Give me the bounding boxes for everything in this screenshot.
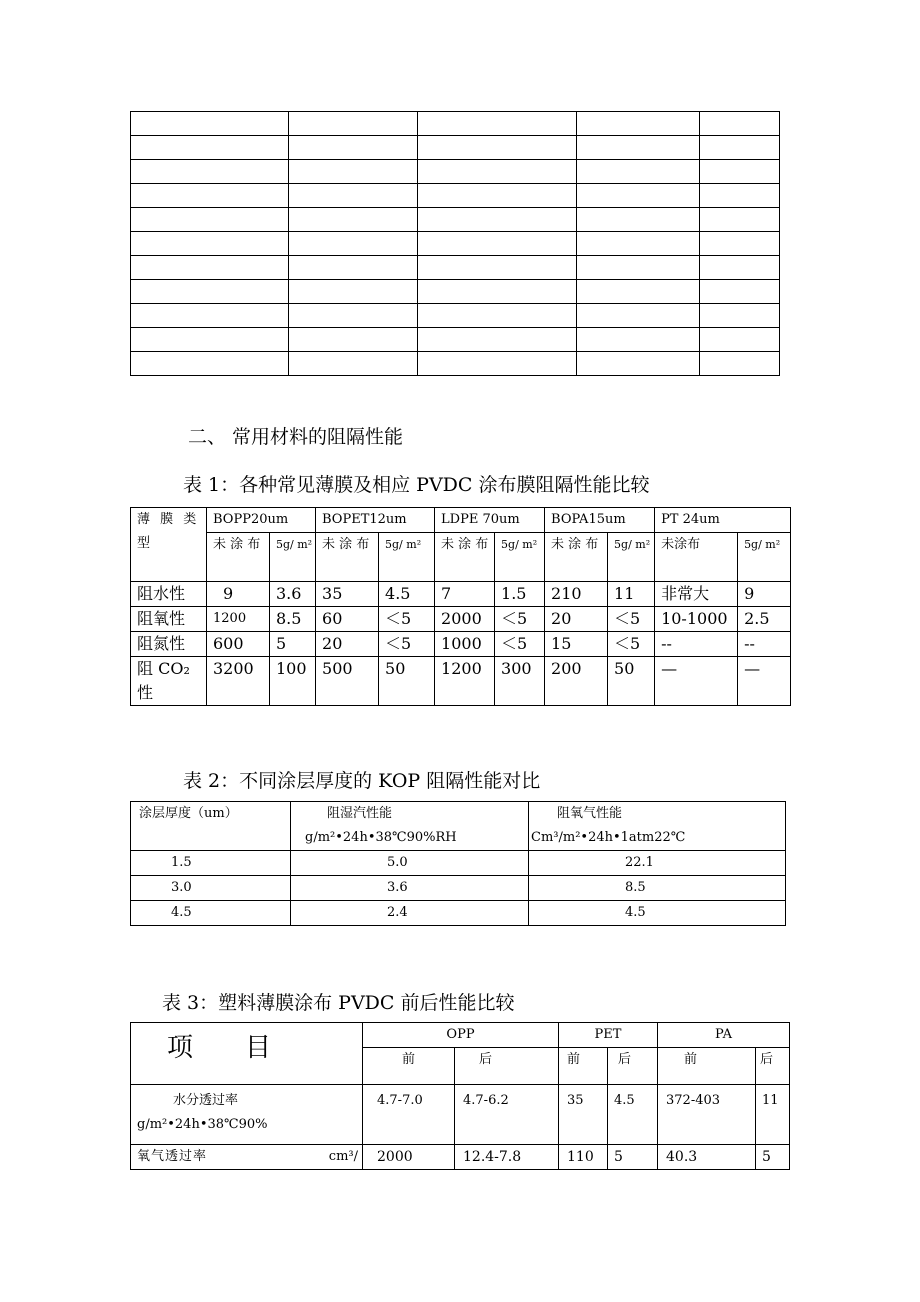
table1-cell: ＜5	[608, 632, 655, 657]
empty-grid-cell	[418, 280, 577, 304]
empty-grid-cell	[700, 280, 780, 304]
empty-grid-cell	[700, 256, 780, 280]
table3-cell: 2000	[363, 1145, 455, 1170]
table3-cell: 11	[756, 1085, 790, 1145]
empty-grid-cell	[700, 328, 780, 352]
table3-sub-header: 后	[455, 1048, 559, 1085]
empty-grid-cell	[700, 184, 780, 208]
table1-row-label: 阻 CO₂ 性	[131, 657, 207, 706]
table1-cell: 600	[207, 632, 270, 657]
table1-cell: ＜5	[495, 607, 545, 632]
table1-row	[131, 582, 791, 607]
empty-grid-table	[130, 111, 780, 376]
empty-grid-cell	[131, 184, 289, 208]
empty-grid-cell	[577, 304, 700, 328]
table3-sub-header: 后	[608, 1048, 658, 1085]
empty-grid-cell	[577, 112, 700, 136]
table2-cell: 8.5	[529, 876, 786, 901]
empty-grid-cell	[418, 352, 577, 376]
table3-group-header: PET	[559, 1023, 658, 1048]
empty-grid-cell	[289, 232, 418, 256]
table3-cell: 5	[756, 1145, 790, 1170]
table1-cell: 2000	[435, 607, 495, 632]
table3-row-label-unit: cm³/	[328, 1149, 358, 1164]
empty-grid-cell	[289, 184, 418, 208]
table1-cell: 20	[545, 607, 608, 632]
empty-grid-cell	[131, 208, 289, 232]
table2-cell: 4.5	[529, 901, 786, 926]
table1-title: 表 1：各种常见薄膜及相应 PVDC 涂布膜阻隔性能比较	[183, 474, 650, 496]
table3-cell: 4.7-6.2	[455, 1085, 559, 1145]
table2-header-oxygen: 阻氧气性能	[557, 806, 623, 821]
table1-sub-header: 5g/ m²	[270, 533, 316, 582]
empty-grid-cell	[700, 208, 780, 232]
table1-cell: ＜5	[379, 632, 435, 657]
table1-row	[131, 607, 791, 632]
empty-grid-row	[131, 136, 780, 160]
table1	[130, 507, 791, 706]
empty-grid-cell	[700, 304, 780, 328]
table1-cell: 60	[316, 607, 379, 632]
empty-grid-cell	[700, 352, 780, 376]
table3-item-label: 项 目	[131, 1023, 363, 1085]
empty-grid-cell	[289, 208, 418, 232]
table2-header-moisture-unit: g/m²•24h•38℃90%RH	[305, 830, 457, 845]
table3-cell: 5	[608, 1145, 658, 1170]
empty-grid-row	[131, 328, 780, 352]
table1-cell: 35	[316, 582, 379, 607]
table2-row	[131, 851, 786, 876]
table2-cell: 4.5	[131, 901, 291, 926]
table1-cell: --	[655, 632, 738, 657]
table1-film-header: BOPET12um	[316, 508, 435, 533]
empty-grid-cell	[418, 112, 577, 136]
table1-cell: 50	[608, 657, 655, 706]
table1-cell: 15	[545, 632, 608, 657]
table1-film-header: LDPE 70um	[435, 508, 545, 533]
table2-row	[131, 901, 786, 926]
empty-grid-cell	[577, 136, 700, 160]
table3-row	[131, 1085, 790, 1145]
empty-grid-cell	[577, 256, 700, 280]
table3-cell: 4.5	[608, 1085, 658, 1145]
empty-grid-cell	[577, 208, 700, 232]
empty-grid-cell	[418, 184, 577, 208]
section-heading: 二、 常用材料的阻隔性能	[188, 426, 404, 448]
table1-film-header: PT 24um	[655, 508, 791, 533]
empty-grid-row	[131, 208, 780, 232]
empty-grid-cell	[418, 208, 577, 232]
empty-grid-row	[131, 112, 780, 136]
table1-cell: 9	[738, 582, 791, 607]
table1-sub-header: 未 涂 布	[435, 533, 495, 582]
empty-grid-cell	[289, 256, 418, 280]
table3-cell: 110	[559, 1145, 608, 1170]
empty-grid-cell	[577, 328, 700, 352]
table2-title: 表 2：不同涂层厚度的 KOP 阻隔性能对比	[183, 770, 541, 792]
table1-cell: 2.5	[738, 607, 791, 632]
table1-cell: 10-1000	[655, 607, 738, 632]
empty-grid-cell	[289, 352, 418, 376]
table1-row-label: 阻氧性	[131, 607, 207, 632]
empty-grid-cell	[577, 280, 700, 304]
table3-cell: 12.4-7.8	[455, 1145, 559, 1170]
table1-cell: 1200	[435, 657, 495, 706]
table1-cell: 50	[379, 657, 435, 706]
table1-sub-header: 未涂布	[655, 533, 738, 582]
empty-grid-cell	[700, 232, 780, 256]
table1-cell: 1000	[435, 632, 495, 657]
table1-sub-header: 5g/ m²	[495, 533, 545, 582]
table3-group-header: PA	[658, 1023, 790, 1048]
table2-cell: 3.6	[291, 876, 529, 901]
table1-cell: 300	[495, 657, 545, 706]
table1-cell: —	[655, 657, 738, 706]
table3-row	[131, 1145, 790, 1170]
empty-grid-cell	[131, 304, 289, 328]
empty-grid-row	[131, 304, 780, 328]
table3-sub-header: 前	[559, 1048, 608, 1085]
table1-cell: 3.6	[270, 582, 316, 607]
empty-grid-row	[131, 160, 780, 184]
table2	[130, 801, 786, 926]
table3-cell: 35	[559, 1085, 608, 1145]
table1-cell: 非常大	[655, 582, 738, 607]
table2-cell: 22.1	[529, 851, 786, 876]
empty-grid-row	[131, 280, 780, 304]
table2-cell: 1.5	[131, 851, 291, 876]
table1-cell: 210	[545, 582, 608, 607]
table1-sub-header: 5g/ m²	[608, 533, 655, 582]
empty-grid-cell	[418, 256, 577, 280]
table3-group-header: OPP	[363, 1023, 559, 1048]
empty-grid-cell	[131, 352, 289, 376]
table1-cell: 20	[316, 632, 379, 657]
table1-row	[131, 657, 791, 706]
table1-cell: 7	[435, 582, 495, 607]
table2-header-thickness: 涂层厚度（um）	[131, 802, 291, 851]
empty-grid-cell	[577, 232, 700, 256]
table2-cell: 2.4	[291, 901, 529, 926]
table1-film-header: BOPA15um	[545, 508, 655, 533]
table1-sub-header: 未 涂 布	[316, 533, 379, 582]
table1-cell: —	[738, 657, 791, 706]
table1-cell: 500	[316, 657, 379, 706]
table1-cell: ＜5	[379, 607, 435, 632]
table3-title: 表 3：塑料薄膜涂布 PVDC 前后性能比较	[162, 992, 515, 1014]
empty-grid-row	[131, 184, 780, 208]
table3-cell: 372-403	[658, 1085, 756, 1145]
table1-cell: 11	[608, 582, 655, 607]
empty-grid-cell	[289, 136, 418, 160]
table3-row-label-main: 水分透过率	[173, 1093, 239, 1108]
table1-cell: 9	[207, 582, 270, 607]
empty-grid-cell	[577, 352, 700, 376]
table1-sub-header: 5g/ m²	[379, 533, 435, 582]
empty-grid-cell	[418, 304, 577, 328]
empty-grid-cell	[131, 256, 289, 280]
empty-grid-cell	[418, 160, 577, 184]
table2-header-moisture: 阻湿汽性能	[327, 806, 393, 821]
table3-row-label	[131, 1085, 363, 1145]
table1-cell: 200	[545, 657, 608, 706]
table1-cell: --	[738, 632, 791, 657]
table1-cell: ＜5	[495, 632, 545, 657]
table1-cell: 5	[270, 632, 316, 657]
empty-grid-cell	[131, 136, 289, 160]
table3-cell: 40.3	[658, 1145, 756, 1170]
empty-grid-cell	[700, 112, 780, 136]
empty-grid-cell	[131, 232, 289, 256]
table1-cell: 4.5	[379, 582, 435, 607]
empty-grid-cell	[131, 112, 289, 136]
empty-grid-cell	[418, 136, 577, 160]
table3-row-label-main: 氧气透过率	[137, 1149, 208, 1164]
table3-sub-header: 前	[363, 1048, 455, 1085]
table1-sub-header: 未 涂 布	[545, 533, 608, 582]
empty-grid-cell	[700, 160, 780, 184]
empty-grid-row	[131, 256, 780, 280]
table1-corner-label: 薄 膜 类 型	[131, 508, 207, 582]
table3-sub-header: 后	[756, 1048, 790, 1085]
table3-cell: 4.7-7.0	[363, 1085, 455, 1145]
table1-row-label: 阻水性	[131, 582, 207, 607]
table3	[130, 1022, 790, 1170]
empty-grid-cell	[289, 280, 418, 304]
table1-cell: 3200	[207, 657, 270, 706]
table1-row-label: 阻氮性	[131, 632, 207, 657]
table1-film-header: BOPP20um	[207, 508, 316, 533]
table3-row-label-unit: g/m²•24h•38℃90%	[137, 1117, 268, 1132]
table1-row	[131, 632, 791, 657]
empty-grid-row	[131, 352, 780, 376]
table2-header-oxygen-unit: Cm³/m²•24h•1atm22℃	[531, 830, 686, 845]
table1-sub-header: 未 涂 布	[207, 533, 270, 582]
empty-grid-row	[131, 232, 780, 256]
table1-sub-header: 5g/ m²	[738, 533, 791, 582]
empty-grid-cell	[289, 112, 418, 136]
empty-grid-cell	[577, 184, 700, 208]
table1-cell: 1200	[207, 607, 270, 632]
table3-row-label	[131, 1145, 363, 1170]
table3-sub-header: 前	[658, 1048, 756, 1085]
empty-grid-cell	[131, 280, 289, 304]
table1-cell: 100	[270, 657, 316, 706]
empty-grid-cell	[289, 160, 418, 184]
table2-cell: 3.0	[131, 876, 291, 901]
empty-grid-cell	[700, 136, 780, 160]
empty-grid-cell	[289, 304, 418, 328]
table2-row	[131, 876, 786, 901]
empty-grid-cell	[577, 160, 700, 184]
empty-grid-cell	[131, 328, 289, 352]
empty-grid-cell	[418, 328, 577, 352]
table1-cell: 1.5	[495, 582, 545, 607]
empty-grid-cell	[289, 328, 418, 352]
empty-grid-cell	[131, 160, 289, 184]
table1-cell: 8.5	[270, 607, 316, 632]
table1-cell: ＜5	[608, 607, 655, 632]
empty-grid-cell	[418, 232, 577, 256]
table2-cell: 5.0	[291, 851, 529, 876]
